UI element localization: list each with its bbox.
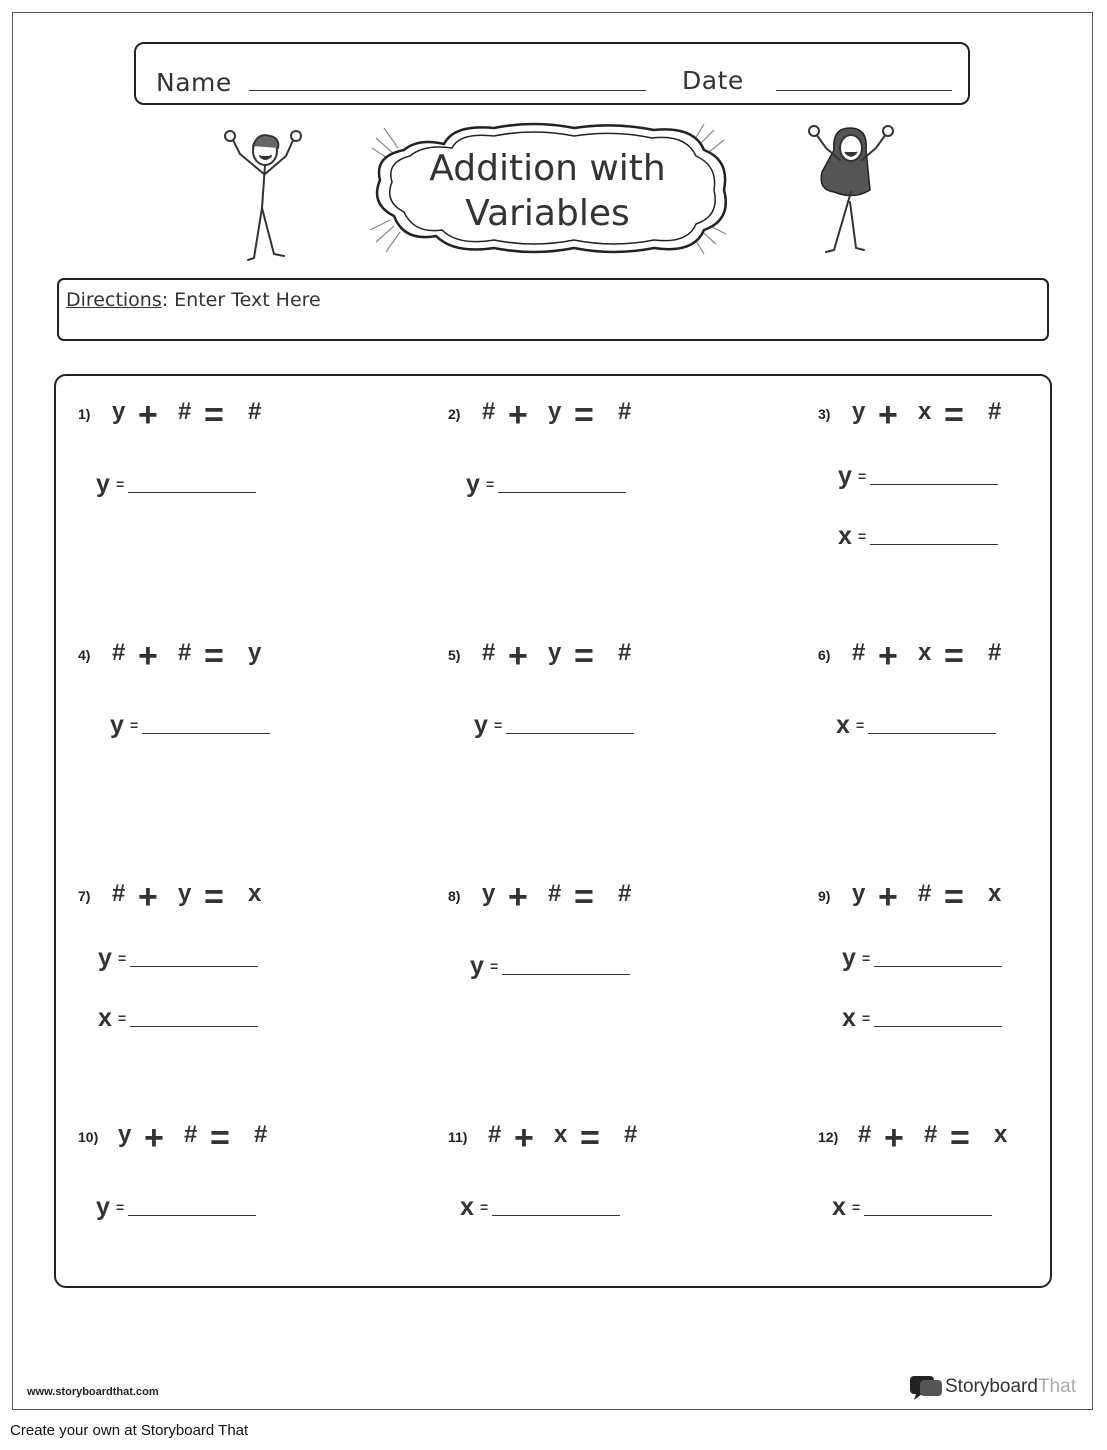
plus-sign: + — [508, 878, 528, 916]
number-placeholder: # — [184, 1121, 198, 1148]
answer-equals: = — [490, 958, 499, 974]
number-placeholder: # — [488, 1121, 502, 1148]
problem-number: 7) — [78, 888, 91, 904]
number-placeholder: # — [482, 398, 496, 425]
plus-sign: + — [508, 396, 528, 434]
logo-speech-bubble-icon — [908, 1374, 944, 1400]
number-placeholder: # — [248, 398, 262, 425]
equals-sign: = — [580, 1119, 600, 1157]
variable-y: y — [548, 398, 562, 425]
variable-y: y — [248, 639, 262, 666]
variable-y: y — [852, 398, 866, 425]
variable-x: x — [994, 1121, 1008, 1148]
number-placeholder: # — [254, 1121, 268, 1148]
equals-sign: = — [210, 1119, 230, 1157]
answer-equals: = — [858, 528, 867, 544]
answer-variable: y — [96, 1193, 110, 1221]
plus-sign: + — [514, 1119, 534, 1157]
plus-sign: + — [144, 1119, 164, 1157]
title-line-1: Addition with — [429, 148, 666, 189]
variable-x: x — [918, 398, 932, 425]
variable-x: x — [248, 880, 262, 907]
number-placeholder: # — [482, 639, 496, 666]
answer-variable: x — [836, 711, 850, 739]
equals-sign: = — [204, 637, 224, 675]
date-label: Date — [682, 66, 744, 95]
problem-number: 3) — [818, 406, 831, 422]
answer-blank-line[interactable] — [502, 974, 630, 975]
bottom-credit: Create your own at Storyboard That — [10, 1422, 249, 1439]
answer-variable: y — [474, 711, 488, 739]
footer-url: www.storyboardthat.com — [27, 1386, 159, 1398]
answer-equals: = — [130, 717, 139, 733]
number-placeholder: # — [618, 398, 632, 425]
answer-variable: y — [838, 462, 852, 490]
worksheet-title — [400, 146, 695, 236]
problem-number: 5) — [448, 647, 461, 663]
variable-x: x — [918, 639, 932, 666]
name-label: Name — [156, 68, 232, 97]
plus-sign: + — [138, 637, 158, 675]
number-placeholder: # — [618, 880, 632, 907]
equals-sign: = — [944, 396, 964, 434]
number-placeholder: # — [178, 398, 192, 425]
number-placeholder: # — [988, 639, 1002, 666]
answer-equals: = — [862, 1010, 871, 1026]
answer-variable: y — [98, 944, 112, 972]
equals-sign: = — [204, 396, 224, 434]
number-placeholder: # — [918, 880, 932, 907]
stick-figure-girl-icon — [804, 120, 898, 260]
equals-sign: = — [944, 637, 964, 675]
problem-number: 12) — [818, 1129, 839, 1145]
equals-sign: = — [204, 878, 224, 916]
directions-box[interactable] — [57, 278, 1049, 341]
problem-number: 9) — [818, 888, 831, 904]
plus-sign: + — [878, 637, 898, 675]
number-placeholder: # — [618, 639, 632, 666]
answer-blank-line[interactable] — [870, 484, 998, 485]
plus-sign: + — [508, 637, 528, 675]
answer-equals: = — [862, 950, 871, 966]
variable-y: y — [118, 1121, 132, 1148]
equals-sign: = — [574, 637, 594, 675]
equals-sign: = — [574, 878, 594, 916]
variable-y: y — [178, 880, 192, 907]
answer-equals: = — [856, 717, 865, 733]
number-placeholder: # — [112, 880, 126, 907]
answer-variable: y — [96, 470, 110, 498]
answer-blank-line[interactable] — [506, 733, 634, 734]
answer-blank-line[interactable] — [128, 492, 256, 493]
answer-equals: = — [486, 476, 495, 492]
answer-blank-line[interactable] — [492, 1215, 620, 1216]
plus-sign: + — [878, 878, 898, 916]
answer-equals: = — [858, 468, 867, 484]
plus-sign: + — [138, 396, 158, 434]
number-placeholder: # — [548, 880, 562, 907]
problem-number: 11) — [448, 1129, 468, 1145]
number-placeholder: # — [988, 398, 1002, 425]
date-field-line[interactable] — [776, 90, 952, 91]
title-line-2: Variables — [465, 193, 630, 234]
plus-sign: + — [138, 878, 158, 916]
answer-blank-line[interactable] — [128, 1215, 256, 1216]
answer-variable: x — [832, 1193, 846, 1221]
answer-blank-line[interactable] — [864, 1215, 992, 1216]
problem-number: 4) — [78, 647, 91, 663]
name-field-line[interactable] — [249, 90, 646, 91]
answer-blank-line[interactable] — [874, 1026, 1002, 1027]
answer-blank-line[interactable] — [870, 544, 998, 545]
answer-equals: = — [116, 1199, 125, 1215]
variable-y: y — [482, 880, 496, 907]
answer-equals: = — [494, 717, 503, 733]
equals-sign: = — [574, 396, 594, 434]
stick-figure-boy-icon — [218, 126, 308, 264]
answer-equals: = — [852, 1199, 861, 1215]
variable-y: y — [112, 398, 126, 425]
answer-variable: x — [838, 522, 852, 550]
number-placeholder: # — [858, 1121, 872, 1148]
plus-sign: + — [884, 1119, 904, 1157]
variable-x: x — [988, 880, 1002, 907]
answer-variable: y — [470, 952, 484, 980]
number-placeholder: # — [852, 639, 866, 666]
problem-number: 1) — [78, 406, 91, 422]
answer-variable: x — [98, 1004, 112, 1032]
answer-variable: y — [466, 470, 480, 498]
variable-y: y — [548, 639, 562, 666]
answer-equals: = — [118, 950, 127, 966]
answer-blank-line[interactable] — [142, 733, 270, 734]
problem-number: 2) — [448, 406, 461, 422]
answer-equals: = — [480, 1199, 489, 1215]
number-placeholder: # — [178, 639, 192, 666]
answer-equals: = — [116, 476, 125, 492]
directions-label: Directions — [66, 289, 162, 311]
equals-sign: = — [950, 1119, 970, 1157]
number-placeholder: # — [924, 1121, 938, 1148]
answer-variable: y — [842, 944, 856, 972]
variable-x: x — [554, 1121, 568, 1148]
plus-sign: + — [878, 396, 898, 434]
variable-y: y — [852, 880, 866, 907]
answer-blank-line[interactable] — [874, 966, 1002, 967]
answer-equals: = — [118, 1010, 127, 1026]
number-placeholder: # — [624, 1121, 638, 1148]
answer-variable: x — [460, 1193, 474, 1221]
answer-blank-line[interactable] — [498, 492, 626, 493]
logo-wordmark: StoryboardThat — [945, 1376, 1076, 1397]
number-placeholder: # — [112, 639, 126, 666]
answer-variable: y — [110, 711, 124, 739]
directions-body: : Enter Text Here — [161, 289, 321, 311]
problem-number: 8) — [448, 888, 461, 904]
answer-variable: x — [842, 1004, 856, 1032]
directions-text — [66, 289, 321, 311]
problem-number: 6) — [818, 647, 831, 663]
problem-number: 10) — [78, 1129, 99, 1145]
answer-blank-line[interactable] — [868, 733, 996, 734]
equals-sign: = — [944, 878, 964, 916]
answer-blank-line[interactable] — [130, 1026, 258, 1027]
name-date-box — [134, 42, 970, 105]
answer-blank-line[interactable] — [130, 966, 258, 967]
